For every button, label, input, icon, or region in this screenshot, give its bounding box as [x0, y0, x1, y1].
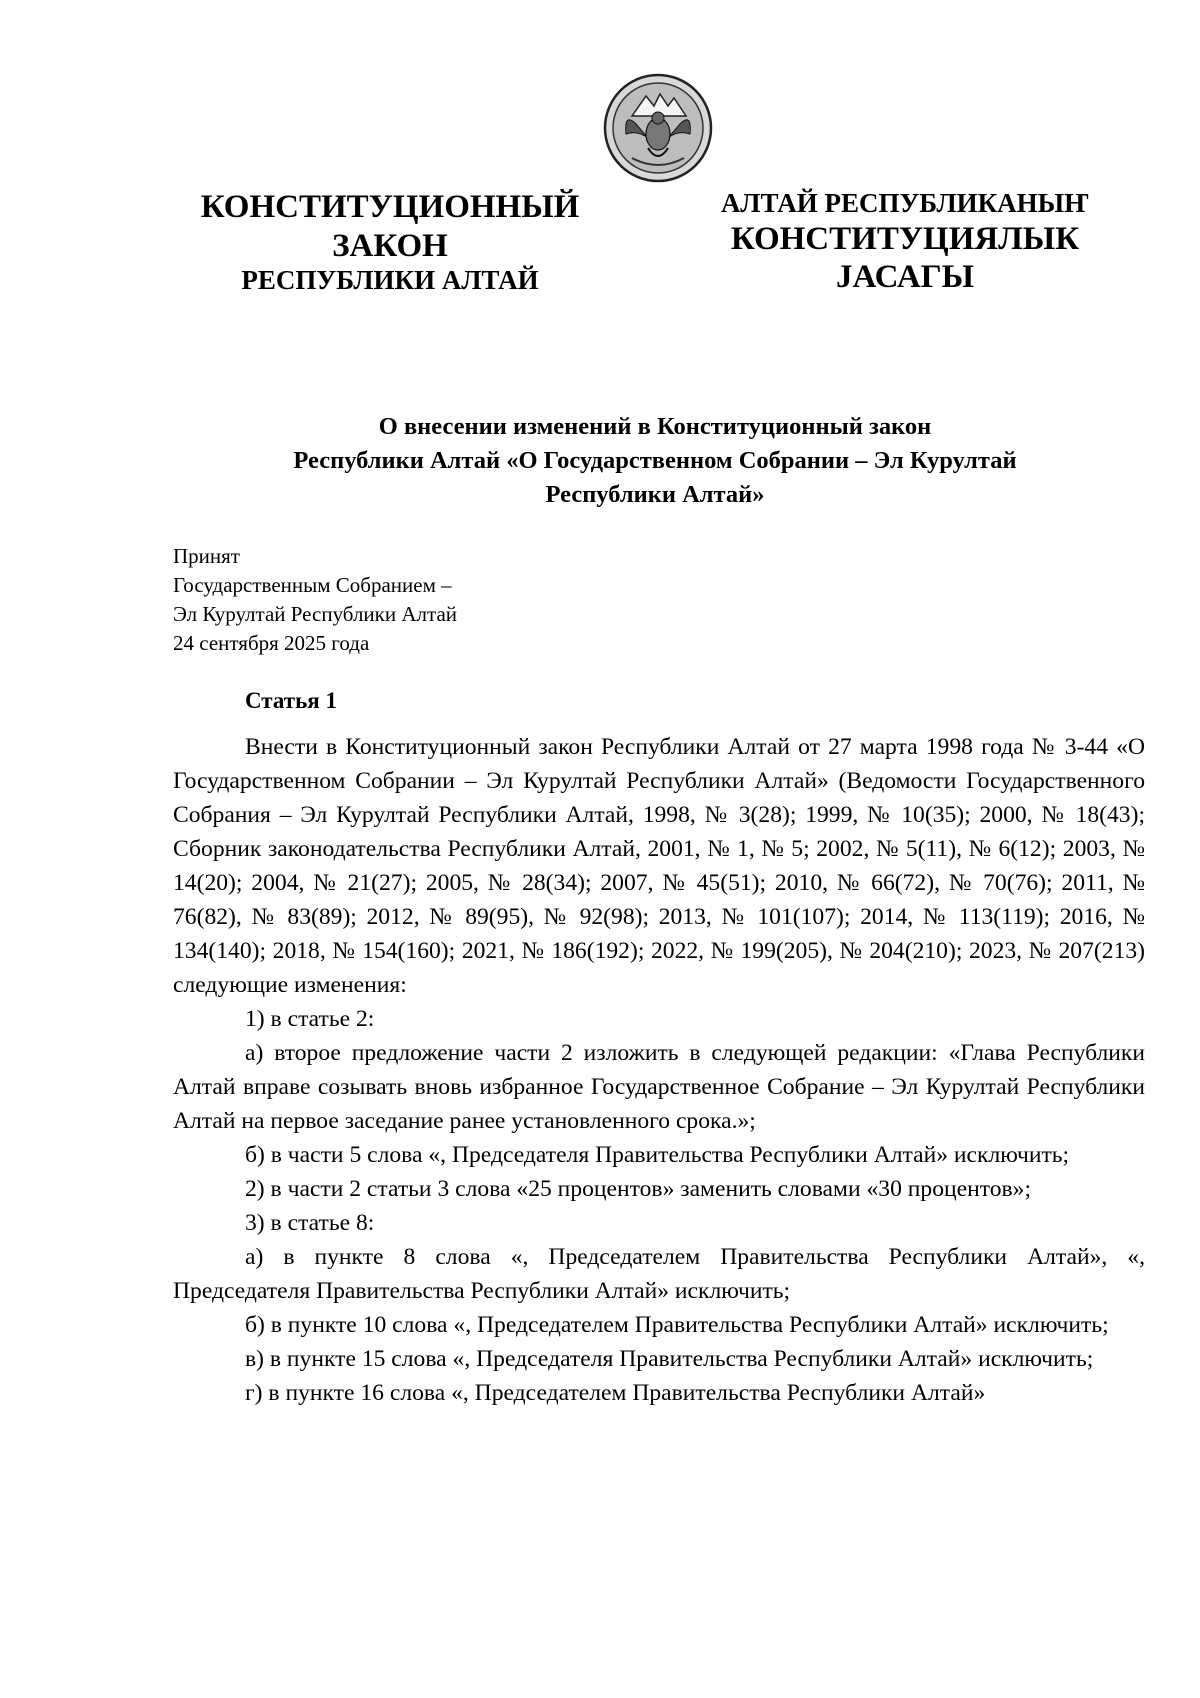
- article-paragraph: б) в части 5 слова «, Председателя Правительства Республики Алтай» исключить;: [245, 1142, 1070, 1168]
- law-title-line1: О внесении изменений в Конституционный закон: [378, 413, 932, 440]
- adoption-line1: Принят: [173, 544, 240, 568]
- law-title-line2: Республики Алтай «О Государственном Собрании – Эл Курултай: [293, 447, 1017, 474]
- law-title-line3: Республики Алтай»: [545, 481, 765, 508]
- header-left-line3: РЕСПУБЛИКИ АЛТАЙ: [241, 265, 539, 296]
- adoption-line3: Эл Курултай Республики Алтай: [173, 602, 458, 626]
- article-paragraph: г) в пункте 16 слова «, Председателем Правительства Республики Алтай»: [245, 1380, 986, 1406]
- article-paragraph: Внести в Конституционный закон Республики Алтай от 27 марта 1998 года № 3-44 «О Государственном Собрании – Эл Курултай Республики Алтай» (Ведомости Государственного Собрания – Эл Курултай Республики Алтай, 1998, № 3(28); 1999, № 10(35); 2000, № 18(43); Сборник законодательства Республики Алтай, 2001, № 1, № 5; 2002, № 5(11), № 6(12); 2003, № 14(20); 2004, № 21(27); 2005, № 28(34); 2007, № 45(51); 2010, № 66(72), № 70(76); 2011, № 76(82), № 83(89); 2012, № 89(95), № 92(98); 2013, № 101(107); 2014, № 113(119); 2016, № 134(140); 2018, № 154(160); 2021, № 186(192); 2022, № 199(205), № 204(210); 2023, № 207(213) следующие изменения:: [173, 734, 1145, 998]
- header-right-line1: АЛТАЙ РЕСПУБЛИКАНЫҤ: [720, 188, 1090, 218]
- header-right-line3: JАСАГЫ: [835, 259, 975, 296]
- adoption-note: [173, 542, 457, 658]
- article-paragraph: 1) в статье 2:: [245, 1006, 375, 1032]
- header-left-title: [150, 188, 630, 297]
- header-right-title: [690, 188, 1120, 297]
- adoption-line2: Государственным Собранием –: [173, 573, 452, 597]
- header-left-line2: ЗАКОН: [332, 227, 448, 264]
- law-title: [150, 410, 1160, 512]
- header-right-line2: КОНСТИТУЦИЯЛЫК: [730, 220, 1080, 257]
- article-paragraph: в) в пункте 15 слова «, Председателя Правительства Республики Алтай» исключить;: [245, 1346, 1094, 1372]
- article-paragraph: 3) в статье 8:: [245, 1210, 375, 1236]
- article-paragraph: б) в пункте 10 слова «, Председателем Правительства Республики Алтай» исключить;: [245, 1312, 1109, 1338]
- article-paragraph: а) в пункте 8 слова «, Председателем Правительства Республики Алтай», «, Председателя Правительства Республики Алтай» исключить;: [173, 1244, 1145, 1304]
- header-left-line1: КОНСТИТУЦИОННЫЙ: [200, 189, 580, 225]
- coat-of-arms-icon: [602, 72, 714, 184]
- article-paragraph: 2) в части 2 статьи 3 слова «25 процентов» заменить словами «30 процентов»;: [245, 1176, 1032, 1202]
- article-body: [173, 730, 1145, 1410]
- article-heading: Статья 1: [245, 688, 337, 713]
- adoption-date: 24 сентября 2025 года: [173, 631, 370, 655]
- article-paragraph: а) второе предложение части 2 изложить в следующей редакции: «Глава Республики Алтай вправе созывать вновь избранное Государственное Собрание – Эл Курултай Республики Алтай на первое заседание ранее установленного срока.»;: [173, 1040, 1145, 1134]
